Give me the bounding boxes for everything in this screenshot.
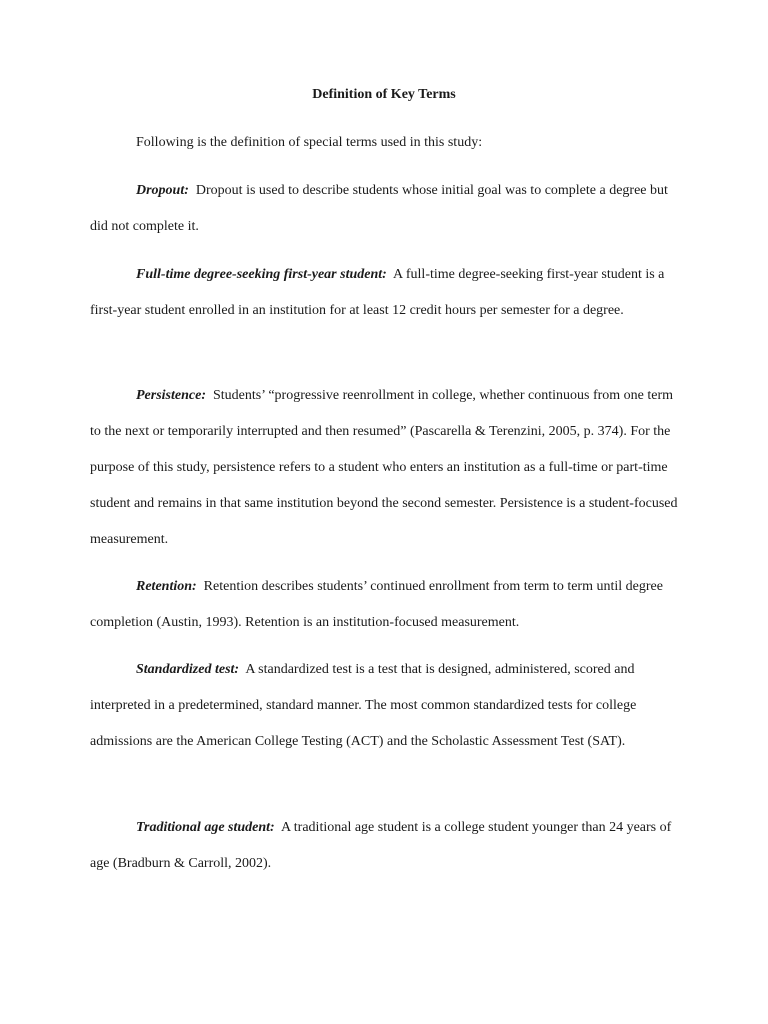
definition-traditional-age-student: [90, 810, 682, 882]
term-label: Persistence:: [136, 388, 206, 403]
term-definition: A standardized test is a test that is designed, administered, scored and interpreted in a predetermined, standard manner. The most common standardized tests for college admissions are the American College Testing (ACT) and the Scholastic Assessment Test (SAT).: [90, 662, 637, 749]
definition-retention: [90, 569, 682, 641]
term-label: Standardized test:: [136, 662, 240, 677]
term-definition: A full-time degree-seeking first-year student is a first-year student enrolled in an institution for at least 12 credit hours per semester for a degree.: [90, 267, 665, 318]
term-definition: A traditional age student is a college student younger than 24 years of age (Bradburn & Carroll, 2002).: [90, 820, 672, 871]
term-definition: Retention describes students’ continued enrollment from term to term until degree completion (Austin, 1993). Retention is an institution-focused measurement.: [90, 579, 663, 630]
intro-paragraph: Following is the definition of special terms used in this study:: [136, 135, 483, 150]
term-label: Traditional age student:: [136, 820, 275, 835]
definition-dropout: [90, 173, 682, 245]
definition-persistence: [90, 378, 682, 558]
term-definition: Dropout is used to describe students whose initial goal was to complete a degree but did not complete it.: [90, 183, 668, 234]
term-label: Dropout:: [136, 183, 189, 198]
definition-full-time-student: [90, 257, 682, 329]
term-label: Full-time degree-seeking first-year student:: [136, 267, 387, 282]
term-definition: Students’ “progressive reenrollment in college, whether continuous from one term to the next or temporarily interrupted and then resumed” (Pascarella & Terenzini, 2005, p. 374). For the purpose of this study, persistence refers to a student who enters an institution as a full-time or part-time student and remains in that same institution beyond the second semester. Persistence is a student-focused measurement.: [90, 388, 678, 547]
document-title: Definition of Key Terms: [312, 87, 456, 102]
term-label: Retention:: [136, 579, 197, 594]
definition-standardized-test: [90, 652, 682, 760]
